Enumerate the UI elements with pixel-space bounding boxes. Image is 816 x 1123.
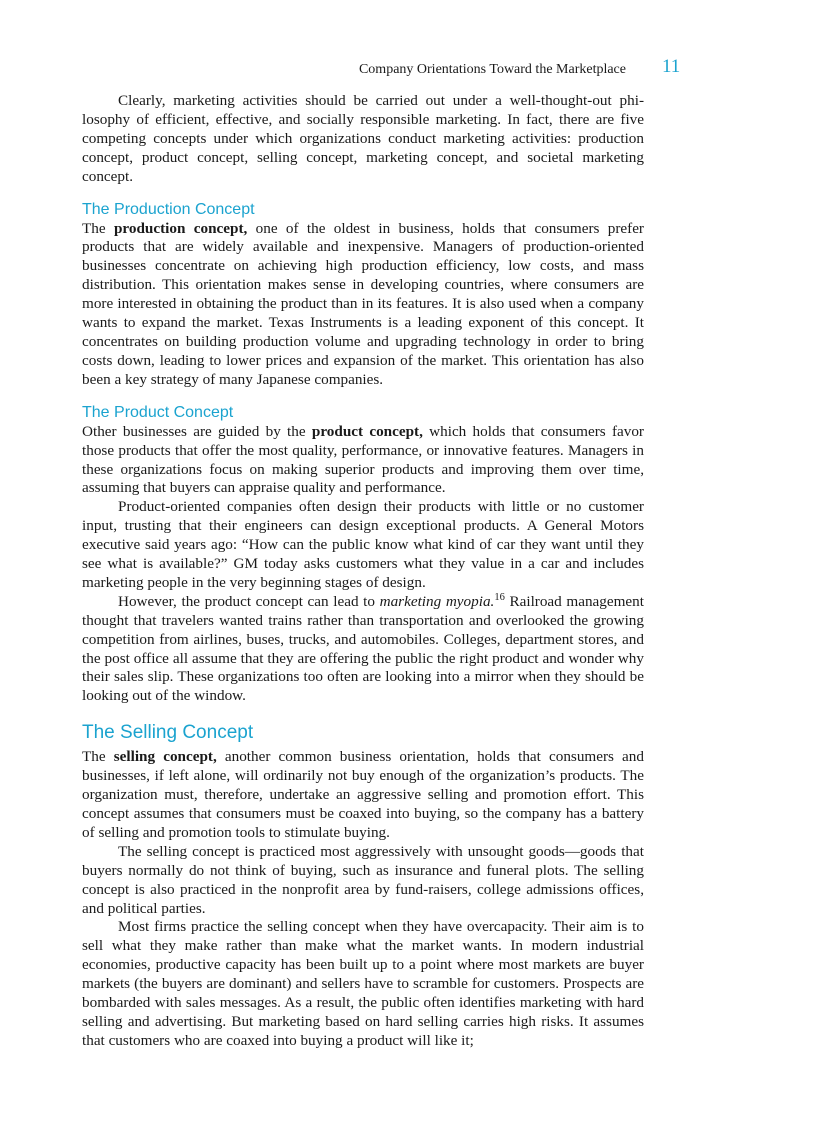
- production-lead: The: [82, 219, 114, 237]
- selling-lead: The: [82, 748, 114, 766]
- product-rest: which holds that consumers favor those products that offer the most quality, performance, or innovative features. Managers in these organizations focus on making superior products and improving them over time, assuming that buyers can appraise quality and performance.: [82, 422, 644, 497]
- selling-concept-heading: The Selling Concept: [82, 722, 254, 744]
- product-paragraph-2: Product-oriented companies often design their products with little or no customer input, trusting that their engineers can design exceptional products. A General Motors executive said years ago: “How can the public know what kind of car they want until they see what is available?” GM today asks customers what they value in a car and includes marketing people in the very beginning stages of design.: [82, 498, 644, 591]
- product-concept-heading: The Product Concept: [82, 403, 234, 421]
- selling-paragraph-2: The selling concept is practiced most aggressively with unsought goods—goods that buyers normally do not think of buying, such as insurance and funeral plots. The selling concept is also practiced in the nonprofit area by fund-raisers, college admissions offices, and political parties.: [82, 842, 644, 917]
- selling-rest: another common business orientation, holds that consumers and businesses, if left alone, will ordinarily not buy enough of the organization’s products. The organization must, therefore, undertake an aggressive selling and promotion effort. This concept assumes that consumers must be coaxed into buying, so the company has a battery of selling and promotion tools to stimulate buying.: [82, 748, 644, 841]
- production-concept-heading: The Production Concept: [82, 200, 255, 218]
- selling-paragraph-1: [82, 748, 644, 843]
- product-term: product concept,: [311, 422, 423, 440]
- marketing-myopia-term: marketing myopia.: [379, 592, 495, 610]
- product-p3-rest: Railroad management thought that travelers wanted trains rather than transportation and overlooked the growing competition from airlines, buses, trucks, and automobiles. Colleges, department stores, and the post office all assume that they are offering the public the right product and wonder why their sales slip. These organizations too often are looking into a mirror when they should be looking out of the window.: [82, 592, 644, 705]
- production-paragraph: [82, 220, 644, 390]
- selling-paragraph-3: Most firms practice the selling concept when they have overcapacity. Their aim is to sell what they make rather than make what the market wants. In modern industrial economies, productive capacity has been built up to a point where most markets are buyer markets (the buyers are dominant) and sellers have to scramble for customers. Prospects are bombarded with sales messages. As a result, the public often identifies marketing with hard selling and advertising. But marketing based on hard selling carries high risks. It assumes that customers who are coaxed into buying a product will like it;: [82, 918, 644, 1049]
- product-paragraph-3: [82, 593, 644, 706]
- running-header: [82, 56, 681, 82]
- running-title: Company Orientations Toward the Marketplace: [358, 62, 626, 77]
- body-text: [82, 92, 644, 1051]
- intro-paragraph: Clearly, marketing activities should be carried out under a well-thought-out philosophy of efficient, effective, and socially responsible marketing. In fact, there are five competing concepts under which organizations conduct marketing activities: production concept, product concept, selling concept, marketing concept, and societal marketing concept.: [82, 92, 644, 185]
- footnote-reference[interactable]: 16: [494, 591, 505, 603]
- production-term: production concept,: [113, 219, 248, 237]
- product-lead: Other businesses are guided by the: [82, 422, 312, 440]
- selling-term: selling concept,: [113, 748, 217, 766]
- book-page: [82, 56, 681, 1051]
- product-p3-lead: However, the product concept can lead to: [118, 592, 380, 610]
- product-paragraph-1: [82, 423, 644, 499]
- production-rest: one of the oldest in business, holds that consumers prefer products that are widely available and inexpensive. Managers of production-oriented businesses concentrate on achieving high production efficiency, low costs, and mass distribution. This orientation makes sense in developing countries, where consumers are more interested in obtaining the product than in its features. It is also used when a company wants to expand the market. Texas Instruments is a leading exponent of this concept. It concentrates on building production volume and upgrading technology in order to bring costs down, leading to lower prices and expansion of the market. This orientation has also been a key strategy of many Japanese companies.: [82, 219, 644, 388]
- page-number: 11: [662, 56, 681, 77]
